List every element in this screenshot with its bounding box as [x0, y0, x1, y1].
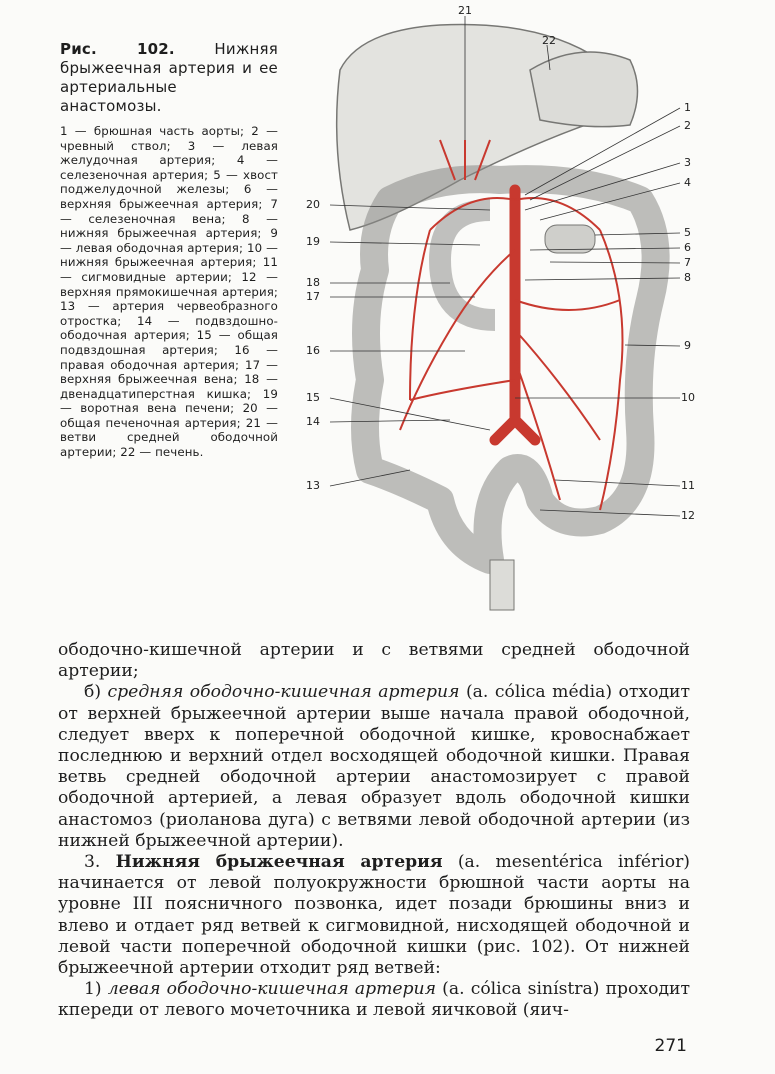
- list-marker-3: 3.: [84, 852, 101, 873]
- illustration-svg: [300, 0, 720, 630]
- label-19: 19: [306, 235, 320, 248]
- paragraph-2-text: (a. cólica média) отходит от верхней брыжеечной артерии выше начала правой ободочной, следует вверх к поперечной ободочной кишке, кровоснабжает последнюю и верхний отдел восходящей ободочной кишки. Правая ветвь средней ободочной артерии анастомозирует с правой ободочной артерией, а левая образует вдоль ободочной кишки анастомоз (риоланова дуга) с ветвями левой ободочной артерии (из нижней брыжеечной артерии).: [58, 682, 690, 851]
- spleen-shape: [530, 52, 638, 127]
- pancreas-tail-shape: [545, 225, 595, 253]
- figure-label: Рис. 102.: [60, 40, 175, 58]
- paragraph-3: [58, 852, 690, 979]
- label-9: 9: [684, 339, 691, 352]
- term-middle-colic: средняя ободочно-кишечная артерия: [107, 682, 460, 703]
- page-number: 271: [654, 1036, 687, 1056]
- caption-title: [60, 40, 278, 116]
- label-6: 6: [684, 241, 691, 254]
- paragraph-2: [58, 682, 690, 852]
- label-18: 18: [306, 276, 320, 289]
- paragraph-4-text: (a. cólica sinístra) проходит кпереди от левого мочеточника и левой яичковой (яич-: [58, 979, 690, 1021]
- label-12: 12: [681, 509, 695, 522]
- label-11: 11: [681, 479, 695, 492]
- label-2: 2: [684, 119, 691, 132]
- label-22: 22: [542, 34, 556, 47]
- label-17: 17: [306, 290, 320, 303]
- label-4: 4: [684, 176, 691, 189]
- label-20: 20: [306, 198, 320, 211]
- label-21: 21: [458, 4, 472, 17]
- label-8: 8: [684, 271, 691, 284]
- paragraph-4: [58, 979, 690, 1021]
- list-marker-1: 1): [84, 979, 102, 1000]
- anatomical-illustration: [300, 0, 720, 630]
- label-16: 16: [306, 344, 320, 357]
- figure-caption: [60, 40, 278, 460]
- body-text: [58, 640, 690, 1022]
- caption-legend: 1 — брюшная часть аорты; 2 — чревный ствол; 3 — левая желудочная артерия; 4 — селезеночная артерия; 5 — хвост поджелудочной железы; 6 — верхняя брыжеечная артерия; 7 — селезеночная вена; 8 — нижняя брыжеечная артерия; 9 — левая ободочная артерия; 10 — нижняя брыжеечная артерия; 11 — сигмовидные артерии; 12 — верхняя прямокишечная артерия; 13 — артерия червеобразного отростка; 14 — подвздошно-ободочная артерия; 15 — общая подвздошная артерия; 16 — правая ободочная артерия; 17 — верхняя брыжеечная вена; 18 — двенадцатиперстная кишка; 19 — воротная вена печени; 20 — общая печеночная артерия; 21 — ветви средней ободочной артерии; 22 — печень.: [60, 124, 278, 460]
- label-1: 1: [684, 101, 691, 114]
- list-marker-b: б): [84, 682, 102, 703]
- term-left-colic: левая ободочно-кишечная артерия: [107, 979, 437, 1000]
- label-7: 7: [684, 256, 691, 269]
- paragraph-1: ободочно-кишечной артерии и с ветвями средней ободочной артерии;: [58, 640, 690, 682]
- label-5: 5: [684, 226, 691, 239]
- label-10: 10: [681, 391, 695, 404]
- paragraph-3-text: (a. mesentérica inférior) начинается от левой полуокружности брюшной части аорты на уровне III поясничного позвонка, идет позади брюшины вниз и влево и отдает ряд ветвей к сигмовидной, нисходящей ободочной и левой части поперечной ободочной кишки (рис. 102). От нижней брыжеечной артерии отходит ряд ветвей:: [58, 852, 691, 979]
- label-14: 14: [306, 415, 320, 428]
- term-inferior-mesenteric: Нижняя брыжеечная артерия: [115, 852, 443, 873]
- caption-title-text: Нижняя брыжеечная артерия и ее артериальные анастомозы.: [60, 40, 278, 115]
- label-3: 3: [684, 156, 691, 169]
- rectum-shape: [490, 560, 514, 610]
- label-13: 13: [306, 479, 320, 492]
- label-15: 15: [306, 391, 320, 404]
